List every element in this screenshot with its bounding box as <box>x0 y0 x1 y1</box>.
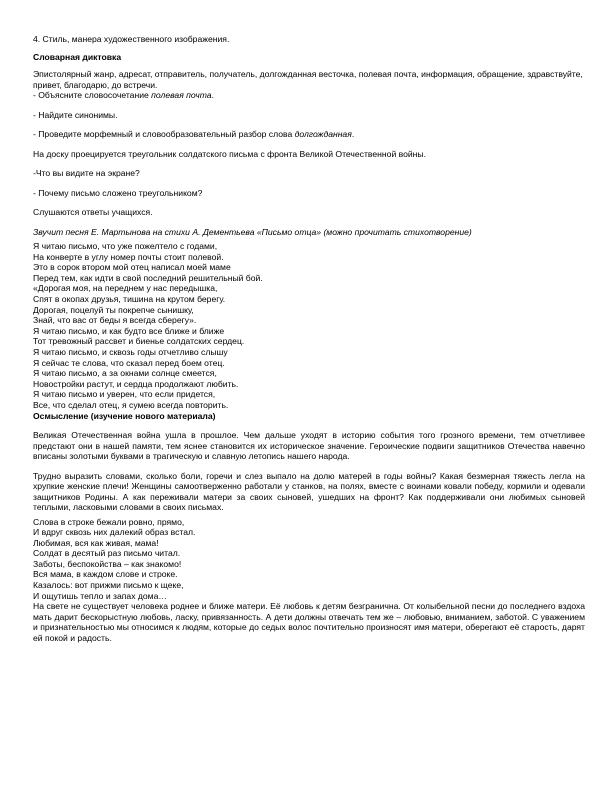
task3-prefix: - Проведите морфемный и словообразовательный разбор слова <box>33 129 295 139</box>
poem-line: Казалось: вот прижми письмо к щеке, <box>33 580 184 591</box>
header-item: 4. Стиль, манера художественного изображения. <box>33 34 230 44</box>
poem-line: Вся мама, в каждом слове и строке. <box>33 569 178 580</box>
paragraph-mothers: Трудно выразить словами, сколько боли, горечи и слез выпало на долю матерей в годы войны? Какая безмерная тяжесть легла на хрупкие женские плечи! Женщины самоотверженно работали у станков, на полях, вместе с воинами ковали победу, кормили и одевали защитников Родины. А как переживали матери за своих сыновей, ушедших на фронт? Как поддерживали они любимых сыновей теплыми, ласковыми словами в своих письмах. <box>33 470 585 512</box>
paragraph-war-history: Великая Отечественная война ушла в прошлое. Чем дальше уходят в историю события того грозного времени, тем отчетливее предстают они в нашей памяти, тем яснее становится их историческое значение. Героические подвиги защитников Отечества навечно вписаны золотыми буквами в трагическую и славную летопись нашего народа. <box>33 430 585 461</box>
poem-line: Я читаю письмо и уверен, что если придется, <box>33 389 216 400</box>
poem-line: Любимая, вся как живая, мама! <box>33 537 159 548</box>
projection-note: На доску проецируется треугольник солдатского письма с фронта Великой Отечественной войны. <box>33 148 426 159</box>
answers-note: Слушаются ответы учащихся. <box>33 207 153 217</box>
poem-line: И вдруг сквозь них далекий образ встал. <box>33 527 196 538</box>
task1-suffix: . <box>211 90 214 100</box>
poem-line: Тот тревожный рассвет и биенье солдатских сердец. <box>33 336 245 347</box>
poem-line: «Дорогая моя, на переднем у нас передышка, <box>33 283 218 294</box>
poem-soldier-letter <box>33 517 585 602</box>
question-triangle: - Почему письмо сложено треугольником? <box>33 187 203 198</box>
poem-line: Солдат в десятый раз письмо читал. <box>33 548 181 559</box>
task3-term: долгожданная <box>294 129 352 139</box>
poem-line: Новостройки растут, и сердца продолжают любить. <box>33 378 239 389</box>
poem-line: Заботы, беспокойства – как знакомо! <box>33 558 182 569</box>
poem-line: Я читаю письмо, и сквозь годы отчетливо слышу <box>33 346 228 357</box>
task-explain-phrase <box>33 90 585 101</box>
poem-line: Я читаю письмо, а за окнами солнце смеется, <box>33 368 217 379</box>
task1-prefix: - Объясните словосочетание <box>33 90 152 100</box>
song-note: Звучит песня Е. Мартынова на стихи А. Дементьева «Письмо отца» (можно прочитать стихотворение) <box>33 226 472 237</box>
poem-line: Знай, что вас от беды я всегда сберегу». <box>33 315 197 326</box>
task1-term: полевая почта <box>151 90 212 100</box>
poem-line: И ощутишь тепло и запах дома… <box>33 590 167 601</box>
section-title: Осмысление (изучение нового материала) <box>33 410 216 421</box>
poem-line: Все, что сделал отец, я сумею всегда повторить. <box>33 399 229 410</box>
poem-line: Я сейчас те слова, что сказал перед боем отец. <box>33 357 225 368</box>
poem-line: Я читаю письмо, и как будто все ближе и ближе <box>33 325 225 336</box>
dictation-words: Эпистолярный жанр, адресат, отправитель, получатель, долгожданная весточка, полевая почта, информация, обращение, здравствуйте, привет, благодарю, до встречи. <box>33 69 583 90</box>
poem-line: Перед тем, как идти в свой последний решительный бой. <box>33 272 263 283</box>
question-screen: -Что вы видите на экране? <box>33 168 140 178</box>
task-word-analysis <box>33 129 585 140</box>
poem-line: Это в сорок втором мой отец написал моей маме <box>33 262 231 273</box>
poem-father-letter <box>33 241 585 411</box>
document-page <box>33 34 585 643</box>
poem-line: Спят в окопах друзья, тишина на крутом берегу. <box>33 293 226 304</box>
task3-suffix: . <box>351 129 355 139</box>
poem-line: На конверте в углу номер почты стоит полевой. <box>33 251 224 262</box>
poem-line: Дорогая, поцелуй ты покрепче сынишку, <box>33 304 194 315</box>
paragraph-mother-love: На свете не существует человека роднее и ближе матери. Её любовь к детям безгранична. От колыбельной песни до последнего вздоха мать дарит бескорыстную любовь, ласку, привязанность. А дети должны отвечать тем же – любовью, вниманием, заботой. С уважением и признательностью мы относимся к людям, которые до седых волос почтительно произносят имя матери, оберегают её старость, дарят ей покой и радость. <box>33 601 585 643</box>
task-find-synonyms: - Найдите синонимы. <box>33 109 118 120</box>
poem-line: Я читаю письмо, что уже пожелтело с годами, <box>33 241 218 251</box>
poem-line: Слова в строке бежали ровно, прямо, <box>33 516 185 527</box>
dictation-title: Словарная диктовка <box>33 51 122 62</box>
